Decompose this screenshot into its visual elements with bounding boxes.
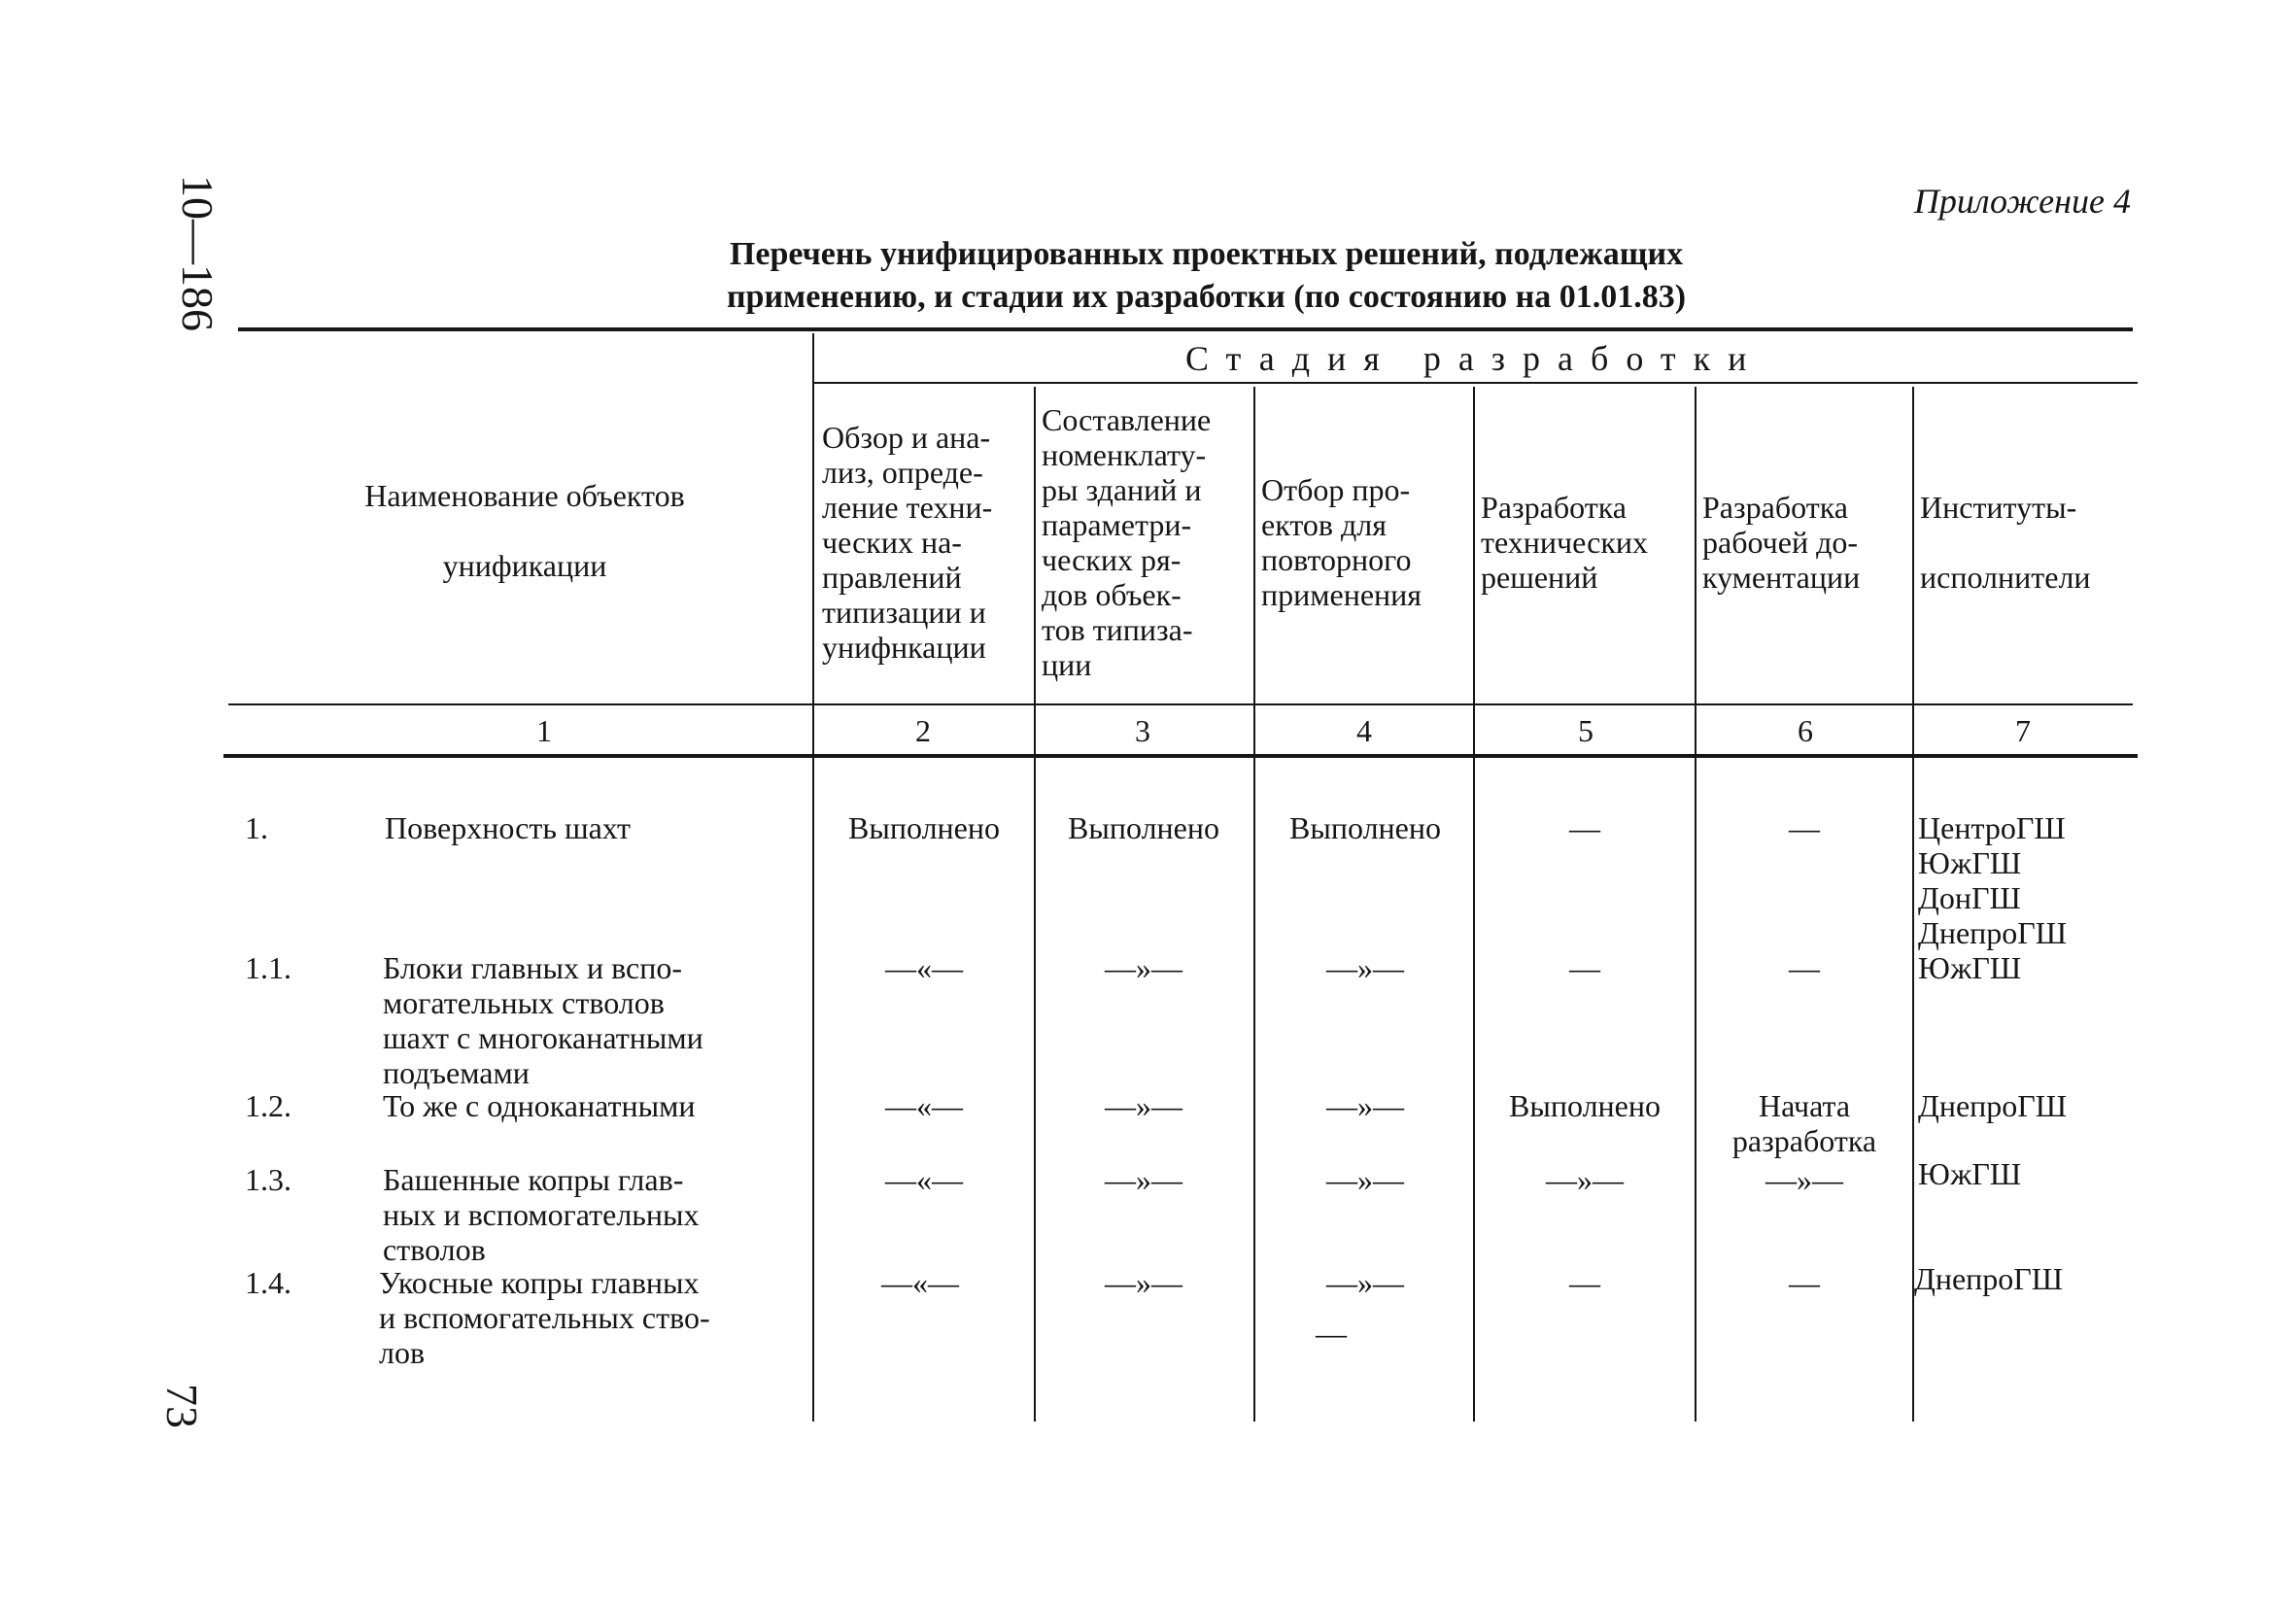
page-title	[0, 233, 2296, 319]
row-name	[383, 1088, 806, 1123]
margin-document-code: 10—186	[173, 175, 223, 331]
margin-page-number: 73	[157, 1384, 207, 1428]
row-cell-col4: Выполнено	[1289, 810, 1441, 845]
row-name-line: и вспомогательных ство-	[379, 1300, 710, 1335]
header-line: номенклату-	[1042, 437, 1207, 472]
header-line: решений	[1481, 560, 1598, 595]
institute-name: ДнепроГШ	[1914, 1261, 2064, 1296]
row-name	[379, 1265, 806, 1370]
header-line: типизации и	[822, 595, 986, 630]
row-number: 1.1.	[245, 950, 291, 985]
row-cell-line: —	[1316, 1316, 1347, 1351]
header-col3	[1042, 402, 1250, 682]
header-col7	[1920, 490, 2124, 612]
header-bottom-rule	[228, 703, 2133, 705]
institute-name: ЦентроГШ	[1918, 810, 2066, 845]
header-line: повторного	[1261, 542, 1412, 577]
row-cell-col5: —	[1569, 810, 1600, 845]
row-name-line: Укосные копры главных	[379, 1265, 700, 1300]
col-number-7: 7	[2015, 713, 2031, 748]
row-name-line: стволов	[383, 1232, 486, 1267]
header-line: технических	[1481, 525, 1648, 560]
header-col5	[1481, 490, 1693, 595]
row-cell-col5: —»—	[1546, 1162, 1624, 1197]
institute-name: ДонГШ	[1918, 880, 2021, 915]
row-number: 1.4.	[245, 1265, 291, 1300]
row-cell-col3: —»—	[1105, 1162, 1182, 1197]
row-cell-line: Начата	[1758, 1088, 1851, 1123]
title-line-1: Перечень унифицированных проектных решений, подлежащих	[729, 236, 1684, 272]
row-cell-col4: —»—	[1326, 1162, 1404, 1197]
header-line: ектов для	[1261, 507, 1387, 542]
header-line: ление техни-	[822, 490, 993, 525]
col-separator-4	[1473, 387, 1475, 1422]
header-col4	[1261, 472, 1467, 612]
header-line: Разработка	[1481, 490, 1627, 525]
institute-name: ЮжГШ	[1918, 1156, 2022, 1191]
row-cell-col7	[1914, 1261, 2063, 1296]
row-cell-col2: —«—	[885, 1088, 963, 1123]
row-cell-col7	[1918, 1088, 2067, 1123]
row-name-line: могательных стволов	[383, 985, 665, 1020]
row-name-line: То же с одноканатными	[383, 1088, 696, 1123]
header-line: лиз, опреде-	[822, 455, 983, 490]
row-cell-col6	[1698, 1088, 1910, 1158]
col-number-1: 1	[536, 713, 552, 748]
row-cell-col3: —»—	[1105, 1265, 1182, 1300]
header-line: кументации	[1702, 560, 1861, 595]
header-line: Институты-	[1920, 490, 2077, 525]
col-number-5: 5	[1578, 713, 1593, 748]
row-cell-col4: —»—	[1326, 950, 1404, 985]
row-name-line: Башенные копры глав-	[383, 1162, 684, 1197]
header-line: параметри-	[1042, 507, 1192, 542]
row-cell-col2: Выполнено	[848, 810, 1000, 845]
header-line: тов типиза-	[1042, 612, 1193, 647]
header-col1-line: Наименование объектов	[364, 478, 685, 513]
row-name	[383, 950, 806, 1090]
row-name-line: подъемами	[383, 1055, 530, 1090]
row-cell-col7	[1918, 1156, 2021, 1191]
header-col6	[1702, 490, 1910, 595]
row-number: 1.3.	[245, 1162, 291, 1197]
header-line: применения	[1261, 577, 1422, 612]
row-cell-col6: —	[1789, 950, 1820, 985]
row-cell-col6: —	[1789, 810, 1820, 845]
header-line: Обзор и ана-	[822, 420, 991, 455]
row-cell-col7	[1918, 810, 2067, 950]
col-number-2: 2	[915, 713, 931, 748]
row-cell-col6: —»—	[1765, 1162, 1843, 1197]
row-name-line: лов	[379, 1335, 426, 1370]
row-cell-col5: —	[1569, 950, 1600, 985]
row-number: 1.	[245, 810, 268, 845]
row-cell-col3: Выполнено	[1068, 810, 1219, 845]
row-cell-line: —»—	[1326, 1265, 1404, 1300]
header-line: ческих на-	[822, 525, 962, 560]
row-cell-col3: —»—	[1105, 1088, 1182, 1123]
row-cell-col4: —»—	[1326, 1088, 1404, 1123]
header-line: исполнители	[1920, 560, 2091, 595]
row-name	[383, 1162, 806, 1267]
header-line: ции	[1042, 647, 1092, 682]
row-cell-col6: —	[1789, 1265, 1820, 1300]
col-number-6: 6	[1798, 713, 1813, 748]
institute-name: ЮжГШ	[1918, 845, 2022, 880]
row-cell-col2: —«—	[885, 950, 963, 985]
row-name-line: ных и вспомогательных	[383, 1197, 700, 1232]
row-cell-col5: Выполнено	[1509, 1088, 1661, 1123]
header-col1	[291, 461, 758, 600]
row-name-line: шахт с многоканатными	[383, 1020, 703, 1055]
col-separator-5	[1695, 387, 1696, 1422]
institute-name: ЮжГШ	[1918, 950, 2022, 985]
header-line: ческих ря-	[1042, 542, 1182, 577]
header-line: Отбор про-	[1261, 472, 1411, 507]
header-line: дов объек-	[1042, 577, 1182, 612]
title-line-2: применению, и стадии их разработки (по состоянию на 01.01.83)	[726, 279, 1687, 315]
numbers-bottom-rule	[223, 754, 2138, 758]
row-cell-col7	[1918, 950, 2021, 985]
row-name-line: Блоки главных и вспо-	[383, 950, 683, 985]
col-number-4: 4	[1356, 713, 1372, 748]
table-top-rule	[238, 327, 2133, 331]
appendix-label: Приложение 4	[1913, 182, 2131, 221]
row-cell-col2: —«—	[881, 1265, 959, 1300]
row-cell-line: разработка	[1731, 1123, 1877, 1158]
header-col2	[822, 420, 1030, 665]
row-name-line: Поверхность шахт	[385, 810, 631, 845]
header-line: Составление	[1042, 402, 1212, 437]
stage-group-header: Стадия разработки	[1185, 339, 1765, 378]
row-cell-col2: —«—	[885, 1162, 963, 1197]
row-cell-col3: —»—	[1105, 950, 1182, 985]
institute-name: ДнепроГШ	[1918, 915, 2068, 950]
stage-group-rule	[814, 382, 2138, 384]
header-line: ры зданий и	[1042, 472, 1202, 507]
col-number-3: 3	[1135, 713, 1150, 748]
institute-name: ДнепроГШ	[1918, 1088, 2068, 1123]
row-cell-col4	[1257, 1265, 1473, 1351]
col-separator-1	[812, 333, 814, 1422]
header-line: Разработка	[1702, 490, 1848, 525]
header-col1-line: унификации	[442, 548, 607, 583]
header-line: правлений	[822, 560, 962, 595]
row-cell-col5: —	[1569, 1265, 1600, 1300]
row-name	[385, 810, 631, 845]
header-line: рабочей до-	[1702, 525, 1859, 560]
row-number: 1.2.	[245, 1088, 291, 1123]
header-line: унифнкации	[822, 630, 986, 665]
col-separator-3	[1253, 387, 1255, 1422]
